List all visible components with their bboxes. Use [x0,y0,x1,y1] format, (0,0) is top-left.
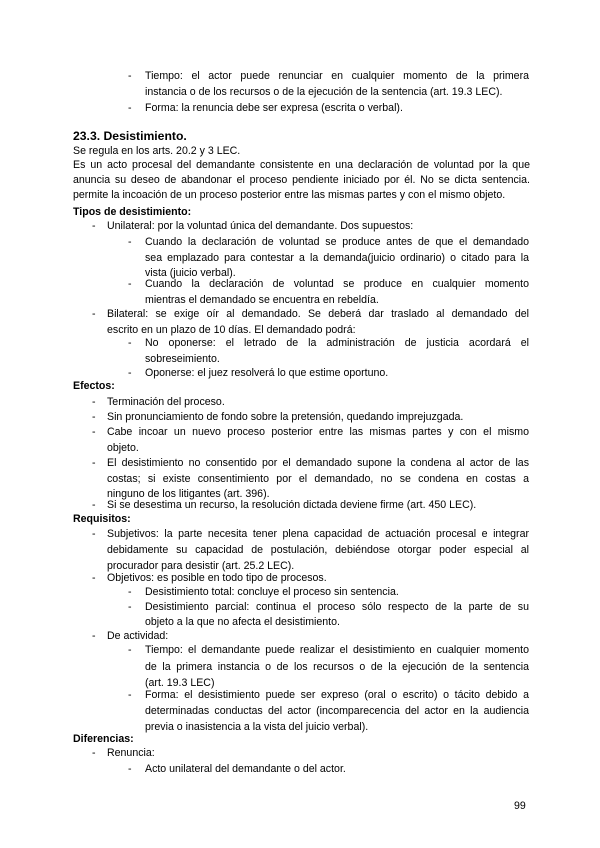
list-dash: - [128,689,132,701]
list-item: Sin pronunciamiento de fondo sobre la pretensión, quedando imprejuzgada. [107,411,464,423]
list-item: Forma: el desistimiento puede ser expreso (oral o escrito) o tácito debido a [145,689,529,701]
list-item: Terminación del proceso. [107,396,225,408]
list-dash: - [128,278,132,290]
list-item: Si se desestima un recurso, la resolución dictada deviene firme (art. 450 LEC). [107,499,477,511]
list-item: De actividad: [107,630,169,642]
list-dash: - [92,630,96,642]
list-dash: - [128,102,132,114]
page-number: 99 [514,800,526,812]
list-dash: - [128,644,132,656]
list-dash: - [128,337,132,349]
list-dash: - [128,236,132,248]
diferencias-heading: Diferencias: [73,733,134,745]
list-item: Tiempo: el demandante puede realizar el desistimiento en cualquier momento [145,644,529,656]
list-item: Cuando la declaración de voluntad se produce antes de que el demandado [145,236,529,248]
tipos-heading: Tipos de desistimiento: [73,206,192,218]
efectos-heading: Efectos: [73,380,115,392]
list-item: Bilateral: se exige oír al demandado. Se deberá dar traslado al demandado del [107,308,529,320]
list-item: sea emplazado para contestar a la demanda(juicio ordinario) o citado para la [145,251,529,264]
list-item: mientras el demandado se encuentra en rebeldía. [145,294,379,306]
list-dash: - [92,499,96,511]
list-dash: - [92,457,96,469]
list-item: Renuncia: [107,747,155,759]
list-dash: - [92,747,96,759]
list-item: Cuando la declaración de voluntad se produce en cualquier momento [145,278,529,290]
list-dash: - [92,220,96,232]
list-item: escrito en un plazo de 10 días. El demandado podrá: [107,323,356,336]
list-dash: - [92,411,96,423]
list-item: vista (juicio verbal). [145,267,236,279]
list-item: Desistimiento parcial: continua el proceso sólo respecto de la parte de su [145,601,529,613]
list-item: Subjetivos: la parte necesita tener plena capacidad de actuación procesal e integrar [107,528,529,540]
list-dash: - [128,601,132,613]
regulation-text: Se regula en los arts. 20.2 y 3 LEC. [73,145,241,157]
list-item: Objetivos: es posible en todo tipo de procesos. [107,572,327,584]
list-item: Forma: la renuncia debe ser expresa (escrita o verbal). [145,102,403,114]
list-dash: - [92,308,96,320]
list-item: instancia o de los recursos o de la ejecución de la sentencia (art. 19.3 LEC). [145,86,503,98]
list-item: Oponerse: el juez resolverá lo que estime oportuno. [145,367,389,379]
list-item: Unilateral: por la voluntad única del demandante. Dos supuestos: [107,220,414,232]
list-dash: - [128,763,132,775]
list-item: de la primera instancia o de los recursos o de la ejecución de la sentencia [145,660,529,673]
list-dash: - [128,586,132,598]
list-dash: - [92,572,96,584]
requisitos-heading: Requisitos: [73,513,131,525]
list-item: previa o inasistencia a la vista del juicio verbal). [145,721,369,733]
list-item: costas; si existe consentimiento por el demandado, no se condena en costas a [107,472,529,485]
list-item: No oponerse: el letrado de la administración de justicia acordará el [145,337,529,349]
definition-text: Es un acto procesal del demandante consistente en una declaración de voluntad por la que [73,159,530,171]
list-item: determinadas conductas del actor (incomparecencia del actor en la audiencia [145,705,529,717]
list-item: objeto a la que no afecta el desistimiento. [145,616,340,628]
list-item: debidamente su capacidad de postulación, debiéndose otorgar poder especial al [107,544,529,556]
section-title: 23.3. Desistimiento. [73,129,187,143]
definition-text: permite la incoación de un proceso posterior entre las mismas partes y con el mismo objeto. [73,189,506,201]
list-dash: - [128,70,132,82]
list-item: ninguno de los litigantes (art. 396). [107,488,270,500]
list-dash: - [92,426,96,438]
list-dash: - [92,396,96,408]
list-item: sobreseimiento. [145,352,220,365]
list-item: (art. 19.3 LEC) [145,677,215,689]
list-dash: - [92,528,96,540]
definition-text: anuncia su deseo de abandonar el proceso pendiente iniciado por él. No se dicta sentencia. [73,174,530,186]
list-item: El desistimiento no consentido por el demandado supone la condena al actor de las [107,457,529,469]
list-item: procurador para desistir (art. 25.2 LEC). [107,560,295,572]
list-item: Tiempo: el actor puede renunciar en cualquier momento de la primera [145,70,529,82]
list-item: Desistimiento total: concluye el proceso sin sentencia. [145,586,399,598]
list-dash: - [128,367,132,379]
list-item: objeto. [107,441,139,454]
list-item: Acto unilateral del demandante o del actor. [145,763,346,775]
list-item: Cabe incoar un nuevo proceso posterior entre las mismas partes y con el mismo [107,426,529,438]
